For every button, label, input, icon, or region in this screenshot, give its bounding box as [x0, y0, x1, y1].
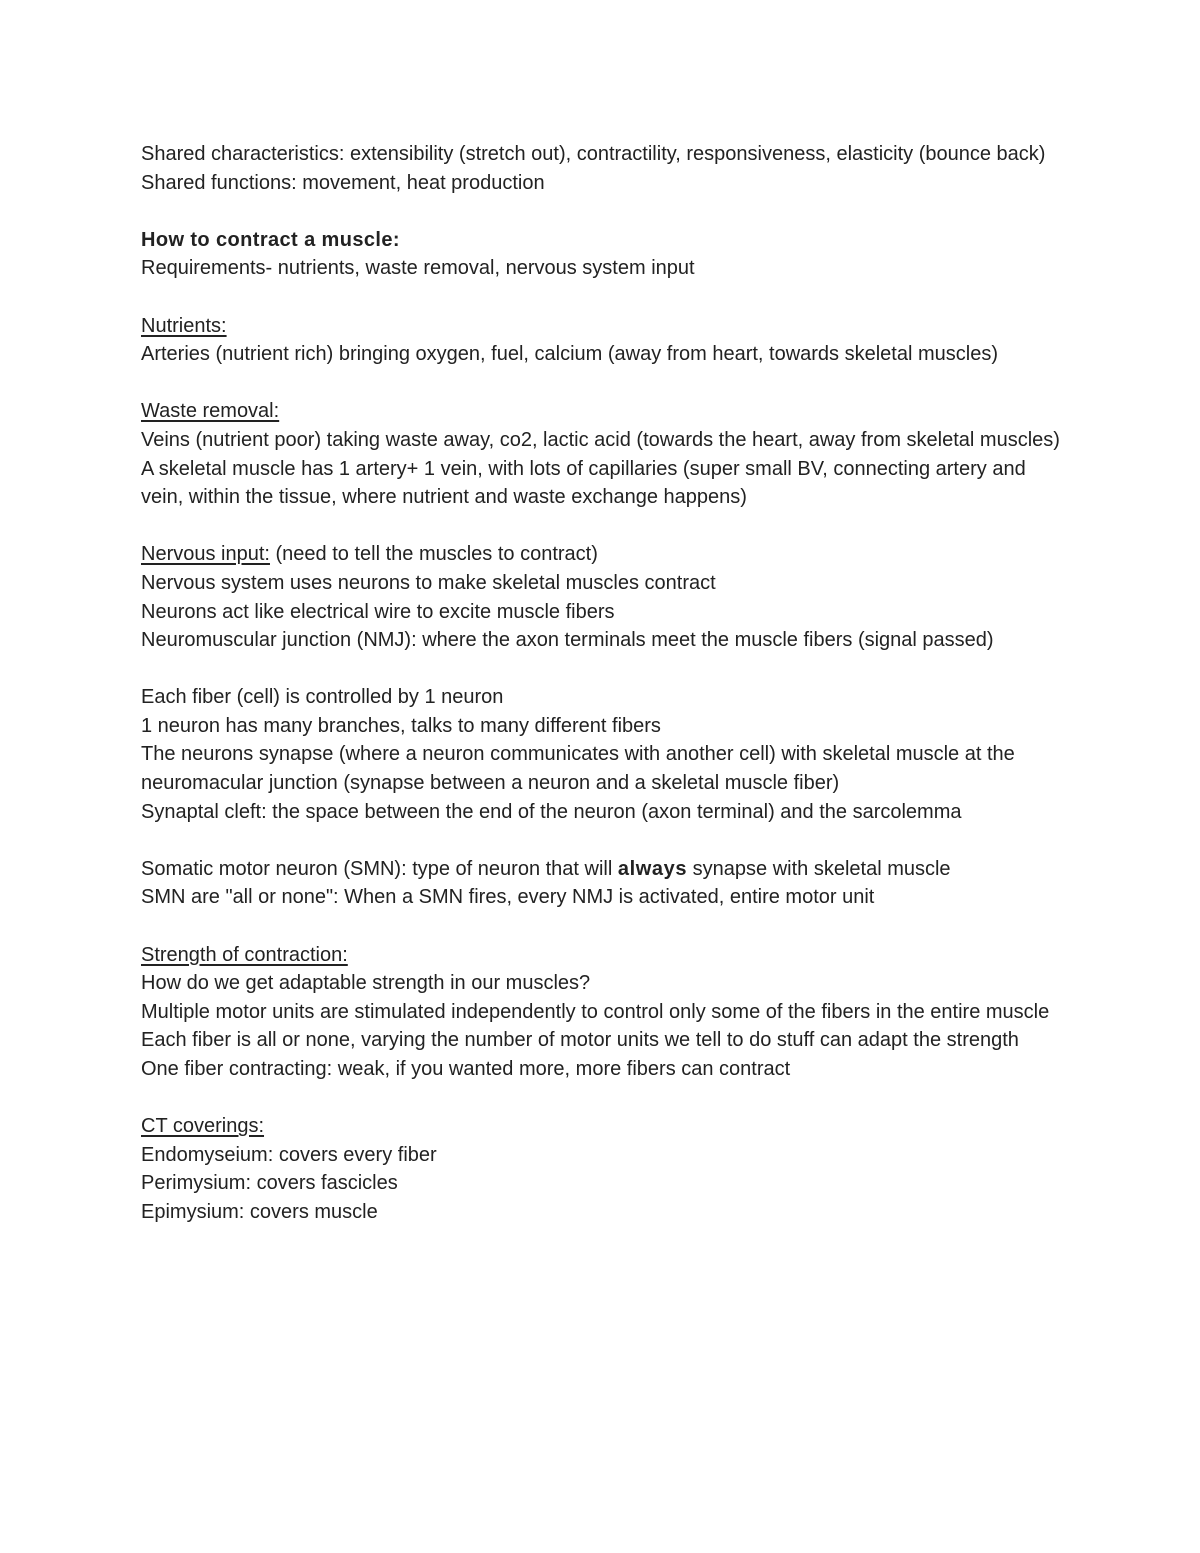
perimysium-line: Perimysium: covers fascicles — [141, 1172, 398, 1195]
one-neuron-line: 1 neuron has many branches, talks to many different fibers — [141, 714, 661, 737]
capillaries-line: A skeletal muscle has 1 artery+ 1 vein, with lots of capillaries (super small BV, connecting artery and vein, within the tissue, where nutrient and waste exchange happens) — [141, 457, 1026, 509]
nervous-input-heading: Nervous input: — [141, 543, 270, 566]
how-to-contract-heading: How to contract a muscle: — [141, 228, 400, 251]
smn-always-bold: always — [617, 857, 688, 880]
arteries-line: Arteries (nutrient rich) bringing oxygen, fuel, calcium (away from heart, towards skeletal muscles) — [141, 343, 998, 366]
blank-line — [141, 655, 1061, 684]
veins-line: Veins (nutrient poor) taking waste away, co2, lactic acid (towards the heart, away from skeletal muscles) — [141, 428, 1060, 451]
requirements-line: Requirements- nutrients, waste removal, nervous system input — [141, 257, 695, 280]
synapse-line: The neurons synapse (where a neuron communicates with another cell) with skeletal muscle at the neuromacular junction (synapse between a neuron and a skeletal muscle fiber) — [141, 743, 1015, 795]
blank-line — [141, 197, 1061, 226]
neurons-wire-line: Neurons act like electrical wire to excite muscle fibers — [141, 600, 615, 623]
blank-line — [141, 283, 1061, 312]
nmj-line: Neuromuscular junction (NMJ): where the axon terminals meet the muscle fibers (signal passed) — [141, 629, 994, 652]
nervous-system-uses-line: Nervous system uses neurons to make skeletal muscles contract — [141, 571, 716, 594]
strength-heading: Strength of contraction: — [141, 943, 348, 966]
shared-characteristics-line: Shared characteristics: extensibility (stretch out), contractility, responsiveness, elasticity (bounce back) — [141, 143, 1046, 165]
multiple-motor-units-line: Multiple motor units are stimulated independently to control only some of the fibers in the entire muscle — [141, 1000, 1050, 1023]
smn-text-end: synapse with skeletal muscle — [687, 857, 951, 880]
smn-line — [141, 855, 1061, 884]
waste-removal-heading: Waste removal: — [141, 400, 280, 423]
smn-text-start: Somatic motor neuron (SMN): type of neuron that will — [141, 857, 618, 880]
epimysium-line: Epimysium: covers muscle — [141, 1200, 378, 1223]
all-or-none-line: Each fiber is all or none, varying the number of motor units we tell to do stuff can adapt the strength — [141, 1029, 1019, 1052]
blank-line — [141, 1084, 1061, 1113]
nervous-input-note: (need to tell the muscles to contract) — [269, 543, 598, 566]
shared-functions-line: Shared functions: movement, heat production — [141, 171, 545, 194]
blank-line — [141, 912, 1061, 941]
smn-all-or-none-line: SMN are "all or none": When a SMN fires, every NMJ is activated, entire motor unit — [141, 886, 875, 909]
nervous-input-line — [141, 540, 1061, 569]
one-fiber-line: One fiber contracting: weak, if you wanted more, more fibers can contract — [141, 1058, 791, 1080]
nutrients-heading: Nutrients: — [141, 314, 227, 337]
document-page — [141, 140, 1061, 1227]
each-fiber-line: Each fiber (cell) is controlled by 1 neuron — [141, 686, 504, 709]
adaptable-strength-line: How do we get adaptable strength in our muscles? — [141, 972, 591, 995]
blank-line — [141, 369, 1061, 398]
ct-coverings-heading: CT coverings: — [141, 1115, 265, 1138]
blank-line — [141, 826, 1061, 855]
synaptal-cleft-line: Synaptal cleft: the space between the end of the neuron (axon terminal) and the sarcolemma — [141, 800, 962, 823]
endomysium-line: Endomyseium: covers every fiber — [141, 1143, 437, 1166]
blank-line — [141, 512, 1061, 541]
